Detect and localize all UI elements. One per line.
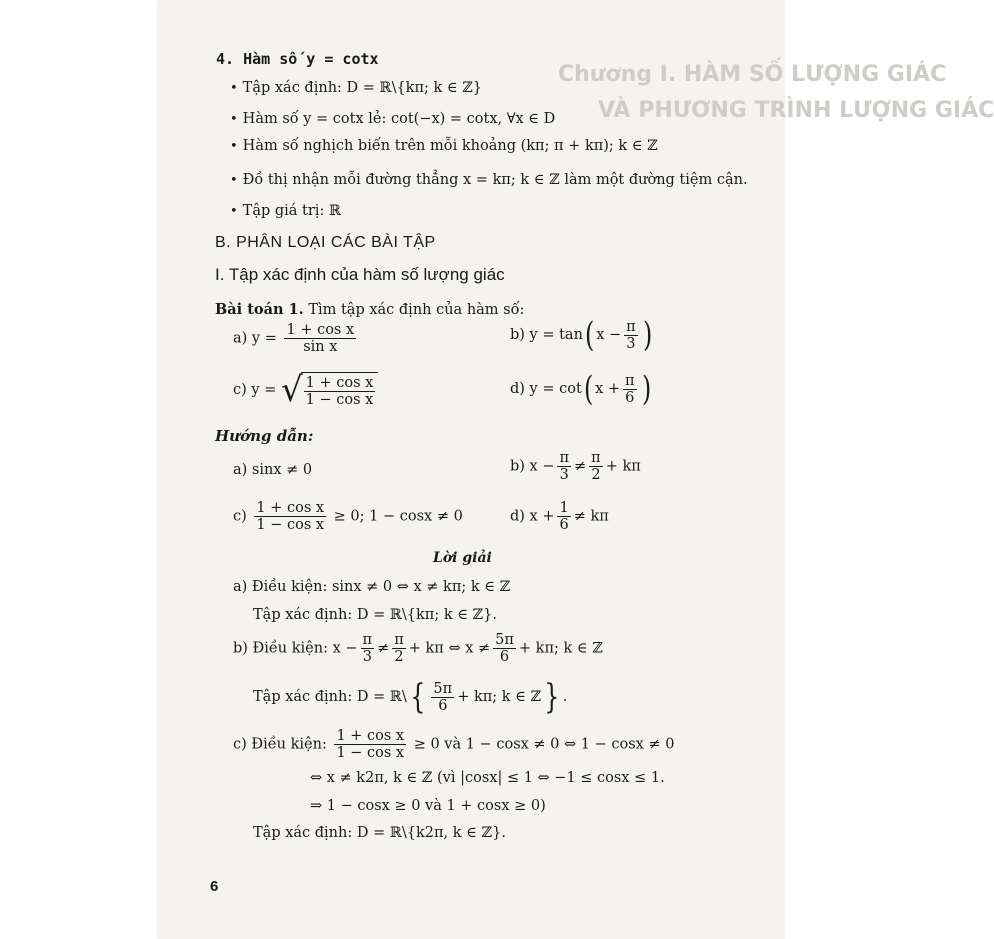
problem-statement: Bài toán 1. Tìm tập xác định của hàm số:: [215, 301, 525, 318]
solution-c-line1: c) Điều kiện: $\frac{\text{1 + cos x}}{\text{1 − cos x}}$ ≥ 0 và 1 − cosx ≠ 0 ⇔ 1 − cosx ≠ 0: [233, 728, 675, 761]
guide-a: a) sinx ≠ 0: [233, 462, 313, 478]
guide-title: Hướng dẫn:: [215, 427, 314, 445]
solution-a-line2: Tập xác định: D = ℝ\{kπ; k ∈ ℤ}.: [253, 607, 497, 623]
solution-c-line4: Tập xác định: D = ℝ\{k2π, k ∈ ℤ}.: [253, 825, 506, 841]
problem-d: d) y = cot( x + $\frac{\pi}{6}$ ): [510, 369, 651, 409]
section4-bullet: • Hàm số nghịch biến trên mỗi khoảng (kπ; π + kπ); k ∈ ℤ: [230, 138, 658, 154]
solution-b-line1: b) Điều kiện: x − $\frac{\pi}{3}$ ≠ $\frac{\pi}{2}$ + kπ ⇔ x ≠ $\frac{5\pi}{6}$ + kπ; k ∈ ℤ: [233, 632, 603, 665]
solution-c-line2: ⇔ x ≠ k2π, k ∈ ℤ (vì |cosx| ≤ 1 ⇔ −1 ≤ cosx ≤ 1.: [310, 770, 665, 786]
section-i-title: I. Tập xác định của hàm số lượng giác: [215, 265, 505, 284]
solution-c-line3: ⇒ 1 − cosx ≥ 0 và 1 + cosx ≥ 0): [310, 798, 546, 814]
section4-bullet: • Tập giá trị: ℝ: [230, 203, 341, 219]
guide-d: d) x + $\frac{1}{6}$ ≠ kπ: [510, 500, 609, 533]
problem-b: b) y = tan( x − $\frac{\pi}{3}$ ): [510, 315, 652, 355]
problem-a: a) y = $\frac{\text{1 + cos x}}{\text{sin x}}$: [233, 322, 355, 355]
section4-bullet: • Đồ thị nhận mỗi đường thẳng x = kπ; k ∈ ℤ làm một đường tiệm cận.: [230, 172, 748, 188]
solution-a-line1: a) Điều kiện: sinx ≠ 0 ⇔ x ≠ kπ; k ∈ ℤ: [233, 579, 511, 595]
section4-title: 4. Hàm số y = cotx: [216, 50, 379, 68]
page-number: 6: [210, 878, 219, 895]
solution-title: Lời giải: [433, 550, 492, 566]
guide-c: c) $\frac{\text{1 + cos x}}{\text{1 − cos x}}$ ≥ 0; 1 − cosx ≠ 0: [233, 500, 463, 533]
solution-b-line2: Tập xác định: D = ℝ\{ $\frac{5\pi}{6}$ + kπ; k ∈ ℤ} .: [253, 677, 568, 717]
ghost-chapter-line1: Chương I. HÀM SỐ LƯỢNG GIÁC: [558, 62, 947, 87]
ghost-chapter-line2: VÀ PHƯƠNG TRÌNH LƯỢNG GIÁC: [598, 98, 994, 123]
section4-bullet: • Hàm số y = cotx lẻ: cot(−x) = cotx, ∀x ∈ D: [230, 111, 556, 127]
section4-bullet: • Tập xác định: D = ℝ\{kπ; k ∈ ℤ}: [230, 80, 483, 96]
document-page: [158, 0, 994, 939]
problem-c: c) y = √ $\frac{\text{1 + cos x}}{\text{1 − cos x}}$: [233, 372, 378, 408]
section-b-title: B. PHÂN LOẠI CÁC BÀI TẬP: [215, 234, 436, 251]
guide-b: b) x − $\frac{\pi}{3}$ ≠ $\frac{\pi}{2}$ + kπ: [510, 450, 641, 483]
